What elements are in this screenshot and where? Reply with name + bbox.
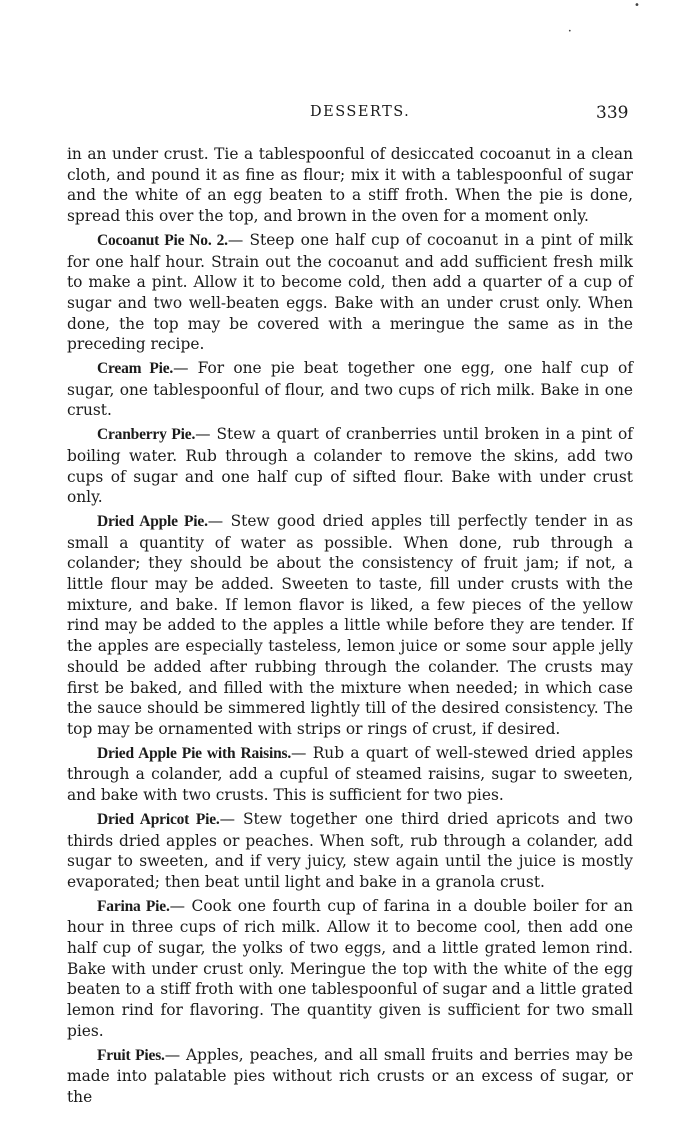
recipe-farina-pie (67, 896, 633, 1042)
print-speck: • (568, 28, 572, 35)
recipe-text: — Stew good dried apples till perfectly tender in as small a quantity of water as possible. When done, rub through a colander; they should be about the consistency of fruit jam; if not, a little flour may be added. Sweeten to taste, fill under crusts with the mixture, and bake. If lemon flavor is liked, a few pieces of the yellow rind may be added to the apples a little while before they are tender. If the apples are especially tasteless, lemon juice or some sour apple jelly should be added after rubbing through the colander. The crusts may first be baked, and filled with the mixture when needed; in which case the sauce should be simmered lightly till of the desired consistency. The top may be ornamented with strips or rings of crust, if desired. (67, 511, 633, 738)
recipe-text: — For one pie beat together one egg, one half cup of sugar, one tablespoonful of flour, and two cups of rich milk. Bake in one crust. (67, 359, 633, 420)
recipe-text: — Stew together one third dried apricots and two thirds dried apples or peaches. When soft, rub through a colander, add sugar to sweeten, and if very juicy, stew again until the juice is mostly evaporated; then beat until light and bake in a granola crust. (67, 809, 633, 891)
running-head (0, 104, 700, 134)
body-text (67, 144, 633, 1111)
recipe-dried-apple-pie (67, 511, 633, 740)
recipe-cranberry-pie (67, 424, 633, 508)
page-number: 339 (596, 103, 629, 123)
recipe-cream-pie (67, 358, 633, 421)
recipe-dried-apricot-pie (67, 809, 633, 893)
recipe-title: Fruit Pies. (97, 1046, 165, 1064)
recipe-title: Cranberry Pie. (97, 426, 196, 444)
recipe-text: — Cook one fourth cup of farina in a double boiler for an hour in three cups of rich milk. Allow it to become cool, then add one half cup of sugar, the yolks of two eggs, and a little grated lemon rind. Bake with under crust only. Meringue the top with the white of the egg beaten to a stiff froth with one tablespoonful of sugar and a little grated lemon rind for flavoring. The quantity given is sufficient for two small pies. (67, 896, 633, 1040)
recipe-title: Cocoanut Pie No. 2. (97, 231, 228, 249)
recipe-title: Dried Apple Pie with Raisins. (97, 744, 292, 762)
recipe-dried-apple-pie-with-raisins (67, 743, 633, 806)
recipe-text: — Steep one half cup of cocoanut in a pint of milk for one half hour. Strain out the cocoanut and add sufficient fresh milk to make a pint. Allow it to become cold, then add a quarter of a cup of sugar and two well-beaten eggs. Bake with an under crust only. When done, the top may be covered with a meringue the same as in the preceding recipe. (67, 230, 634, 354)
paragraph-continuation (67, 144, 633, 227)
recipe-cocoanut-pie-no-2 (67, 230, 633, 355)
recipe-fruit-pies (67, 1045, 633, 1108)
print-speck: • (634, 0, 640, 11)
recipe-title: Cream Pie. (97, 360, 174, 378)
recipe-text: — Apples, peaches, and all small fruits and berries may be made into palatable pies without rich crusts or an excess of sugar, or the (67, 1045, 633, 1106)
recipe-text: — Rub a quart of well-stewed dried apples through a colander, add a cupful of steamed raisins, sugar to sweeten, and bake with two crusts. This is sufficient for two pies. (67, 743, 633, 805)
recipe-title: Dried Apricot Pie. (97, 810, 220, 828)
recipe-title: Farina Pie. (97, 897, 170, 915)
recipe-text: — Stew a quart of cranberries until broken in a pint of boiling water. Rub through a colander to remove the skins, add two cups of sugar and one half cup of sifted flour. Bake with under crust only. (67, 425, 633, 507)
recipe-title: Dried Apple Pie. (97, 512, 208, 530)
paragraph-text: in an under crust. Tie a tablespoonful of desiccated cocoanut in a clean cloth, and pound it as fine as flour; mix it with a tablespoonful of sugar and the white of an egg beaten to a stiff froth. When the pie is done, spread this over the top, and brown in the oven for a moment only. (67, 145, 633, 226)
section-title: DESSERTS. (310, 104, 411, 120)
